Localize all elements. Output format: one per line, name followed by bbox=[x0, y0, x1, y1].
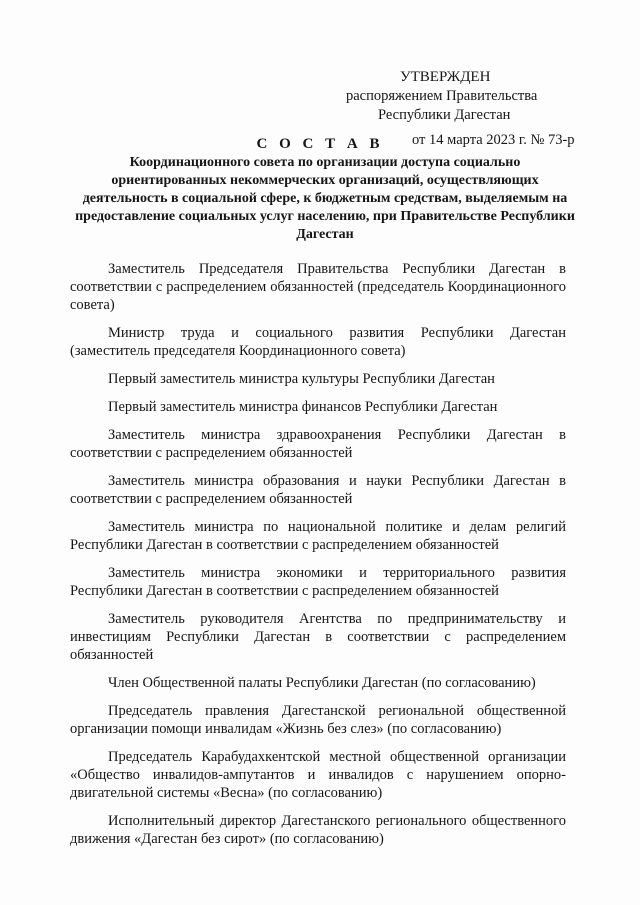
document-title: С О С Т А В bbox=[256, 136, 384, 152]
member-item: Председатель Карабудахкентской местной общественной организации «Общество инвалидов-ампутантов и инвалидов с нарушением опорно-двигательной системы «Весна» (по согласованию) bbox=[70, 749, 566, 801]
approval-line-2: Республики Дагестан bbox=[378, 107, 511, 123]
member-item: Заместитель министра образования и науки Республики Дагестан в соответствии с распределением обязанностей bbox=[70, 473, 566, 507]
approval-line-1: распоряжением Правительства bbox=[346, 88, 538, 104]
member-item: Заместитель руководителя Агентства по предпринимательству и инвестициям Республики Дагестан в соответствии с распределением обязанностей bbox=[70, 611, 566, 663]
member-item: Первый заместитель министра финансов Республики Дагестан bbox=[108, 399, 498, 415]
member-item: Заместитель министра по национальной политике и делам религий Республики Дагестан в соответствии с распределением обязанностей bbox=[70, 519, 566, 553]
approval-line-3: от 14 марта 2023 г. № 73-р bbox=[412, 132, 575, 148]
member-item: Председатель правления Дагестанской региональной общественной организации помощи инвалидам «Жизнь без слез» (по согласованию) bbox=[70, 703, 566, 737]
member-item: Заместитель Председателя Правительства Республики Дагестан в соответствии с распределением обязанностей (председатель Координационного совета) bbox=[70, 261, 566, 313]
member-item: Заместитель министра здравоохранения Республики Дагестан в соответствии с распределением обязанностей bbox=[70, 427, 566, 461]
member-item: Исполнительный директор Дагестанского регионального общественного движения «Дагестан без сирот» (по согласованию) bbox=[70, 813, 566, 847]
member-item: Первый заместитель министра культуры Республики Дагестан bbox=[108, 371, 495, 387]
member-item: Член Общественной палаты Республики Дагестан (по согласованию) bbox=[108, 675, 536, 691]
document-subtitle: Координационного совета по организации доступа социально ориентированных некоммерческих организаций, осуществляющих деятельность в социальной сфере, к бюджетным средствам, выделяемым на предоставление социальных услуг населению, при Правительстве Республики Дагестан bbox=[75, 155, 575, 242]
approval-title: УТВЕРЖДЕН bbox=[400, 69, 491, 85]
members-list bbox=[70, 260, 566, 858]
member-item: Министр труда и социального развития Республики Дагестан (заместитель председателя Координационного совета) bbox=[70, 325, 566, 359]
member-item: Заместитель министра экономики и территориального развития Республики Дагестан в соответствии с распределением обязанностей bbox=[70, 565, 566, 599]
